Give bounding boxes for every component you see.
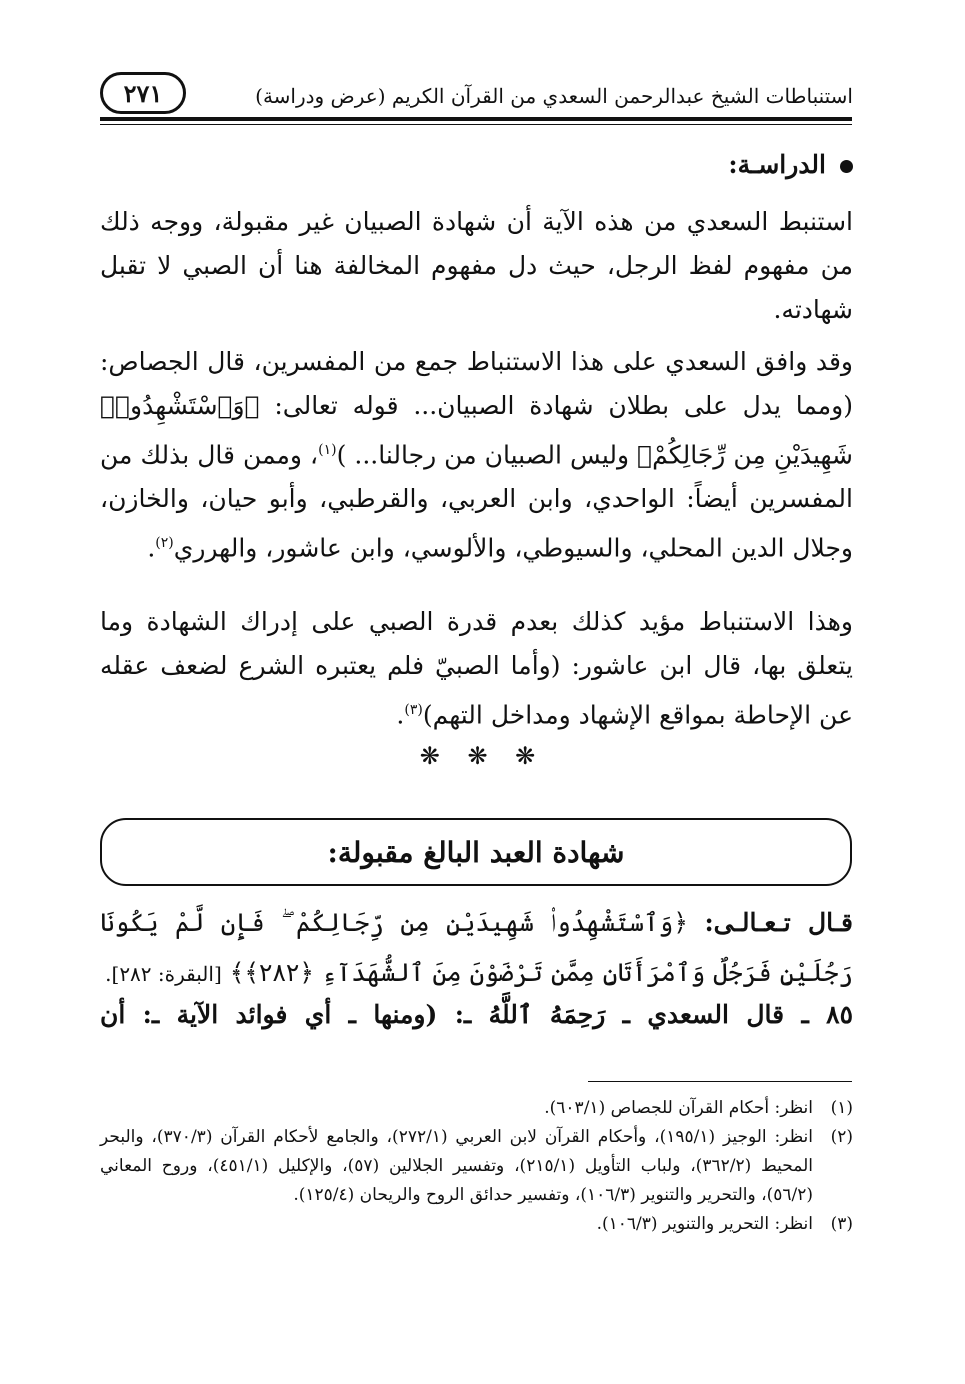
footnotes [100, 1094, 853, 1239]
study-paragraph-2 [100, 340, 853, 571]
paragraph-2-text-b: ، وممن قال بذلك من المفسرين أيضاً: الواحدي، وابن العربي، والقرطبي، وأبو حيان، والخازن، وجلال الدين المحلي، والسيوطي، والألوسي، وابن عاشور، والهرري [100, 440, 853, 563]
section-title-box [100, 818, 852, 886]
quran-verse [100, 898, 853, 999]
footnote-text: انظر: أحكام القرآن للجصاص (٦٠٣/١). [544, 1098, 813, 1118]
verse-lead: قـال تـعـالـى: [704, 908, 853, 937]
study-heading-text: الدراسـة: [728, 150, 826, 179]
paragraph-3-end: . [396, 700, 405, 730]
bullet-icon [840, 160, 853, 173]
verse-text: ﴿وَٱسْتَشْهِدُوا۟ شَهِيدَيْنِ مِن رِّجَالِكُمْ ۖ فَإِن لَّمْ يَكُونَا رَجُلَيْنِ فَرَجُلٌ وَٱمْرَأَتَانِ مِمَّن تَرْضَوْنَ مِنَ ٱلشُّهَدَآءِ ﴿٢٨٢﴾﴾ [100, 908, 853, 987]
footnote-separator [588, 1081, 852, 1082]
running-header-title: استنباطات الشيخ عبدالرحمن السعدي من القرآن الكريم (عرض ودراسة) [255, 84, 853, 108]
paragraph-3-text: وهذا الاستنباط مؤيد كذلك بعدم قدرة الصبي على إدراك الشهادة وما يتعلق بها، قال ابن عاشور: (وأما الصبيّ فلم يعتبره الشرع لضعف عقله عن الإحاطة بمواقع الإشهاد ومداخل التهم) [100, 607, 853, 730]
study-heading [553, 150, 853, 179]
footnote-item [100, 1123, 853, 1210]
footnote-item [100, 1094, 853, 1123]
footnote-item [100, 1210, 853, 1239]
numbered-point: ٨٥ ـ قال السعدي ـ رَحِمَهُ ٱللَّهُ ـ: (ومنها ـ أي فوائد الآية ـ: أن [100, 1000, 853, 1029]
footnote-text: انظر: الوجيز (١٩٥/١)، وأحكام القرآن لابن العربي (٢٧٢/١)، والجامع لأحكام القرآن (٣٧٠/٣)، والبحر المحيط (٣٦٢/٢)، ولباب التأويل (٢١٥/١)، وتفسير الجلالين (٥٧)، والإكليل (٤٥١/١)، وروح المعاني (٥٦/٢)، والتحرير والتنوير (١٠٦/٣)، وتفسير حدائق الروح والريحان (١٢٥/٤). [100, 1127, 813, 1205]
footnote-number: (٢) [830, 1127, 853, 1147]
section-divider-ornament: ❋ ❋ ❋ [419, 742, 546, 770]
page-number-badge: ٢٧١ [100, 72, 186, 114]
header-rule-thick [100, 117, 852, 121]
study-paragraph-1: استنبط السعدي من هذه الآية أن شهادة الصبيان غير مقبولة، ووجه ذلك من مفهوم لفظ الرجل، حيث دل مفهوم المخالفة هنا أن الصبي لا تقبل شهادته. [100, 207, 853, 324]
header-rule-thin [100, 124, 852, 125]
footnote-text: انظر: التحرير والتنوير (١٠٦/٣). [596, 1214, 813, 1234]
footnote-ref-3[interactable]: (٣) [404, 702, 423, 718]
verse-reference: [البقرة: ٢٨٢]. [105, 962, 222, 986]
footnote-ref-1[interactable]: (١) [318, 442, 337, 458]
section-title: شهادة العبد البالغ مقبولة: [327, 835, 625, 869]
footnote-number: (١) [830, 1098, 853, 1118]
study-paragraph-3 [100, 600, 853, 737]
footnote-number: (٣) [830, 1214, 853, 1234]
footnote-ref-2[interactable]: (٢) [155, 535, 174, 552]
paragraph-2-end: . [147, 533, 156, 563]
paragraph-2-text-a: وقد وافق السعدي على هذا الاستنباط جمع من المفسرين، قال الجصاص: (ومما يدل على بطلان شهادة الصبيان... قوله تعالى: ﴿وَٱسْتَشْهِدُوا۟ شَهِيدَيْنِ مِن رِّجَالِكُمْ﴾ وليس الصبيان من رجالنا... ) [100, 347, 853, 470]
